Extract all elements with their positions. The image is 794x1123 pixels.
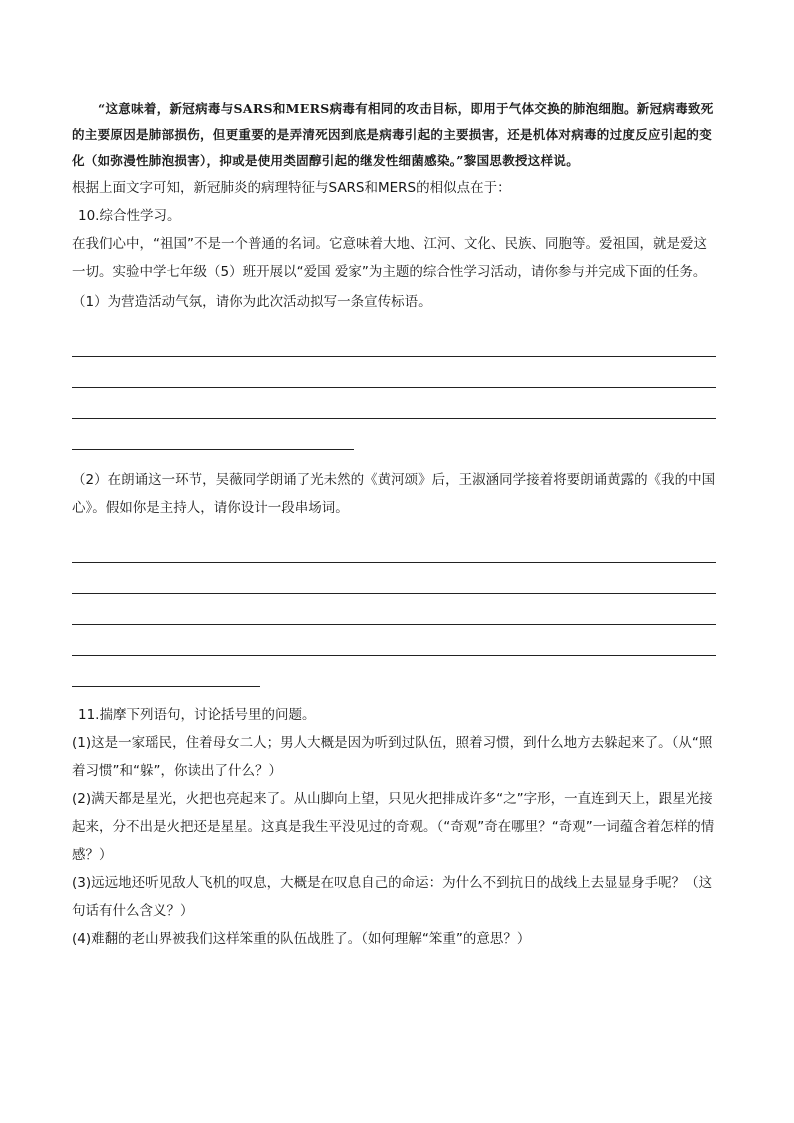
- document-page: [72, 96, 716, 953]
- answer-lines-1[interactable]: [72, 326, 716, 450]
- question-10-title: 10.综合性学习。: [78, 208, 181, 224]
- answer-line[interactable]: [72, 594, 716, 625]
- answer-line[interactable]: [72, 563, 716, 594]
- question-11-item-3: (3)远远地还听见敌人飞机的叹息，大概是在叹息自己的命运：为什么不到抗日的战线上去显显身手呢？（这句话有什么含义？）: [72, 875, 713, 919]
- answer-line[interactable]: [72, 419, 354, 450]
- answer-line[interactable]: [72, 532, 716, 563]
- question-11-title: 11.揣摩下列语句，讨论括号里的问题。: [78, 707, 316, 723]
- question-11-item-2: (2)满天都是星光，火把也亮起来了。从山脚向上望，只见火把排成许多“之”字形，一直连到天上，跟星光接起来，分不出是火把还是星星。这真是我生平没见过的奇观。（“奇观”奇在哪里？“奇观”一词蕴含着怎样的情感？）: [72, 791, 715, 863]
- question-9-prompt: 根据上面文字可知，新冠肺炎的病理特征与SARS和MERS的相似点在于：: [72, 180, 511, 196]
- answer-lines-2[interactable]: [72, 532, 716, 687]
- answer-line[interactable]: [72, 357, 716, 388]
- answer-line[interactable]: [72, 656, 260, 687]
- question-11-item-4: (4)难翻的老山界被我们这样笨重的队伍战胜了。（如何理解“笨重”的意思？）: [72, 931, 531, 947]
- quote-paragraph: “这意味着，新冠病毒与SARS和MERS病毒有相同的攻击目标，即用于气体交换的肺泡细胞。新冠病毒致死的主要原因是肺部损伤，但更重要的是弄清死因到底是病毒引起的主要损害，还是机体对病毒的过度反应引起的变化（如弥漫性肺泡损害），抑或是使用类固醇引起的继发性细菌感染。”黎国思教授这样说。: [72, 101, 714, 168]
- question-11-item-1: (1)这是一家瑶民，住着母女二人；男人大概是因为听到过队伍，照着习惯，到什么地方去躲起来了。（从“照着习惯”和“躲”，你读出了什么？）: [72, 735, 713, 779]
- question-10-sub-1: （1）为营造活动气氛，请你为此次活动拟写一条宣传标语。: [72, 294, 432, 310]
- answer-line[interactable]: [72, 388, 716, 419]
- answer-line[interactable]: [72, 625, 716, 656]
- answer-line[interactable]: [72, 326, 716, 357]
- question-10-intro: 在我们心中，“祖国”不是一个普通的名词。它意味着大地、江河、文化、民族、同胞等。爱祖国，就是爱这一切。实验中学七年级（5）班开展以“爱国 爱家”为主题的综合性学习活动，请你参与并完成下面的任务。: [72, 236, 707, 280]
- question-10-sub-2: （2）在朗诵这一环节，吴薇同学朗诵了光未然的《黄河颂》后，王淑涵同学接着将要朗诵黄露的《我的中国心》。假如你是主持人，请你设计一段串场词。: [72, 472, 716, 516]
